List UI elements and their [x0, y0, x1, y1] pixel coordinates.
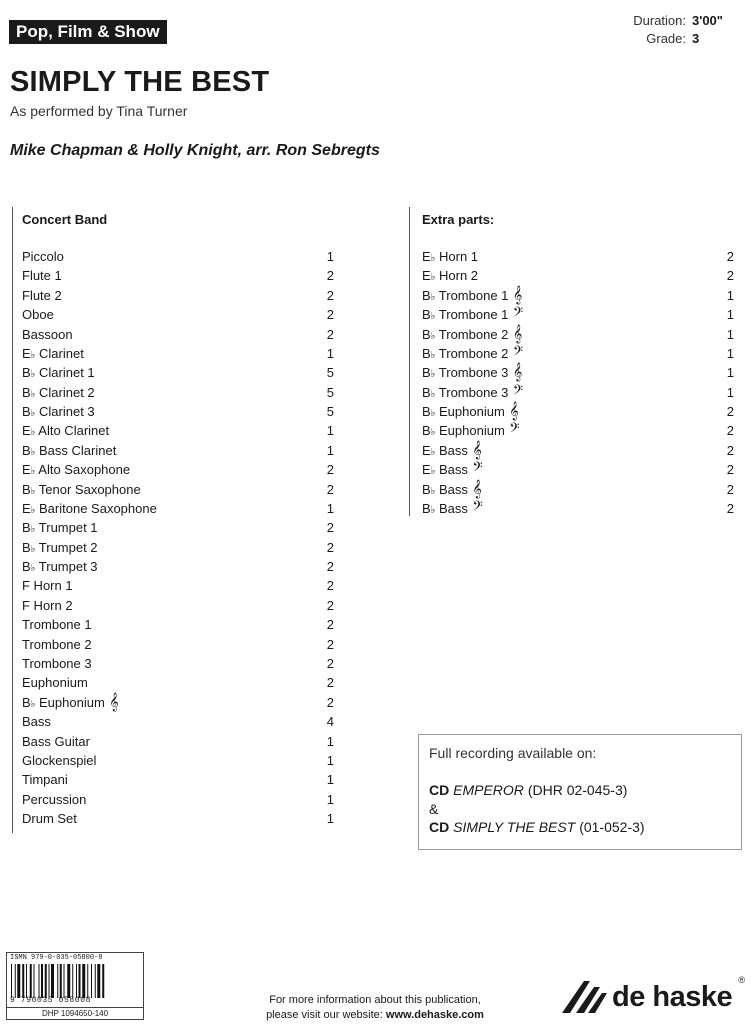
part-label: Alto Saxophone [38, 462, 131, 478]
treble-clef-icon: 𝄞 [504, 403, 519, 421]
flat-sign-icon: ♭ [30, 408, 36, 420]
grade-value: 3 [692, 31, 700, 46]
part-row [22, 305, 334, 324]
part-row [22, 693, 334, 712]
part-name [422, 499, 483, 520]
part-row [422, 421, 734, 440]
flat-sign-icon: ♭ [30, 543, 36, 555]
part-name [22, 770, 68, 789]
part-quantity: 2 [326, 559, 334, 575]
cd-emperor-title: EMPEROR [453, 782, 524, 798]
flat-sign-icon: ♭ [430, 311, 436, 323]
part-name [422, 383, 523, 404]
part-quantity: 2 [326, 462, 334, 478]
part-key: B [22, 481, 31, 497]
part-label: Bass Clarinet [39, 442, 117, 458]
flat-sign-icon: ♭ [430, 466, 436, 478]
part-label: Euphonium [39, 694, 105, 710]
part-label: Bass [439, 500, 468, 516]
part-label: Euphonium [439, 404, 505, 420]
part-name [22, 325, 73, 344]
duration-grade-block [600, 12, 723, 48]
part-row [422, 325, 734, 344]
flat-sign-icon: ♭ [430, 408, 436, 420]
part-quantity: 2 [726, 462, 734, 478]
part-quantity: 5 [326, 404, 334, 420]
flat-sign-icon: ♭ [30, 427, 36, 439]
part-label: Drum Set [22, 811, 77, 827]
part-row [22, 654, 334, 673]
bass-clef-icon: 𝄢 [504, 422, 520, 440]
part-key: E [422, 249, 431, 264]
flat-sign-icon: ♭ [430, 485, 436, 497]
part-quantity: 1 [326, 423, 334, 439]
part-row [422, 247, 734, 266]
part-row [22, 286, 334, 305]
treble-clef-icon: 𝄞 [467, 441, 482, 459]
part-quantity: 2 [326, 307, 334, 323]
part-quantity: 2 [326, 578, 334, 594]
part-quantity: 2 [726, 481, 734, 497]
part-name [22, 402, 95, 423]
treble-clef-icon: 𝄞 [104, 693, 119, 711]
recording-intro: Full recording available on: [429, 745, 597, 761]
part-label: Oboe [22, 307, 54, 323]
part-quantity: 2 [326, 481, 334, 497]
part-quantity: 2 [326, 539, 334, 555]
part-key: E [22, 345, 31, 361]
duration-label: Duration: [633, 13, 686, 28]
part-name [422, 325, 522, 346]
part-key: B [22, 559, 31, 575]
part-quantity: 1 [326, 752, 334, 768]
part-row [422, 499, 734, 518]
part-name [422, 363, 522, 384]
part-name [22, 460, 130, 481]
part-quantity: 1 [326, 500, 334, 516]
part-label: Alto Clarinet [38, 423, 110, 439]
part-name [422, 441, 482, 462]
part-row [22, 363, 334, 382]
part-quantity: 2 [726, 404, 734, 420]
part-key: B [422, 345, 431, 361]
part-name [22, 790, 86, 809]
part-quantity: 2 [326, 636, 334, 652]
part-name [22, 344, 84, 365]
part-label: Trombone 2 [438, 345, 509, 361]
recording-info-box [418, 734, 742, 850]
dehaske-emblem-icon [560, 977, 608, 1017]
extra-parts-divider [409, 207, 410, 516]
part-quantity: 2 [726, 442, 734, 458]
part-label: Horn 2 [439, 268, 479, 284]
part-label: Trombone 2 [22, 636, 92, 652]
part-key: B [422, 384, 431, 400]
part-quantity: 5 [326, 365, 334, 381]
cd-emperor-code: (DHR 02-045-3) [527, 782, 628, 798]
part-quantity: 4 [326, 714, 334, 730]
part-label: Flute 2 [22, 287, 62, 303]
flat-sign-icon: ♭ [30, 698, 36, 710]
flat-sign-icon: ♭ [30, 446, 36, 458]
ismn-number: ISMN 979-0-035-05800-8 [10, 954, 103, 962]
part-label: Piccolo [22, 249, 64, 264]
part-name [422, 402, 519, 423]
barcode-block [6, 952, 144, 1020]
part-quantity: 1 [326, 345, 334, 361]
part-key: B [22, 365, 31, 381]
part-row [22, 712, 334, 731]
dehaske-wordmark: de haske [612, 981, 733, 1013]
part-row [22, 790, 334, 809]
part-name [22, 441, 116, 462]
part-row [22, 441, 334, 460]
part-key: B [422, 500, 431, 516]
part-quantity: 1 [726, 326, 734, 342]
part-name [22, 247, 64, 266]
part-label: Bass Guitar [22, 733, 90, 749]
part-name [22, 266, 62, 285]
bass-clef-icon: 𝄢 [508, 383, 524, 401]
part-name [22, 596, 73, 615]
part-quantity: 2 [326, 655, 334, 671]
flat-sign-icon: ♭ [430, 349, 436, 361]
part-row [22, 732, 334, 751]
part-quantity: 2 [726, 249, 734, 264]
part-key: B [422, 307, 431, 323]
barcode-image [11, 964, 137, 998]
part-quantity: 1 [326, 811, 334, 827]
flat-sign-icon: ♭ [30, 349, 36, 361]
part-row [422, 402, 734, 421]
part-key: B [22, 384, 31, 400]
flat-sign-icon: ♭ [30, 485, 36, 497]
part-label: Tenor Saxophone [38, 481, 141, 497]
part-row [22, 266, 334, 285]
part-label: Trombone 2 [438, 326, 509, 342]
footer-line-2 [200, 1008, 550, 1023]
treble-clef-icon: 𝄞 [467, 480, 482, 498]
part-label: F Horn 1 [22, 578, 73, 594]
cd-simply-title: SIMPLY THE BEST [453, 819, 576, 835]
flat-sign-icon: ♭ [430, 446, 436, 458]
part-label: Trombone 3 [22, 655, 92, 671]
flat-sign-icon: ♭ [430, 291, 436, 303]
extra-parts-heading: Extra parts: [422, 212, 495, 227]
part-quantity: 2 [726, 500, 734, 516]
part-name [22, 654, 92, 673]
part-key: B [22, 442, 31, 458]
part-name [22, 421, 109, 442]
flat-sign-icon: ♭ [30, 563, 36, 575]
part-key: E [22, 423, 31, 439]
grade-label: Grade: [646, 31, 686, 46]
part-quantity: 2 [326, 326, 334, 342]
part-label: Bass [439, 462, 468, 478]
part-row [422, 480, 734, 499]
part-label: Glockenspiel [22, 752, 97, 768]
part-name [422, 286, 522, 307]
part-name [22, 693, 119, 714]
part-row [422, 344, 734, 363]
part-label: Trumpet 1 [38, 520, 98, 536]
part-label: Clarinet [39, 345, 84, 361]
part-label: F Horn 2 [22, 597, 73, 613]
series-tag: Pop, Film & Show [9, 20, 167, 44]
part-quantity: 5 [326, 384, 334, 400]
part-name [22, 712, 51, 731]
part-key: B [422, 326, 431, 342]
part-name [22, 480, 141, 501]
part-row [22, 635, 334, 654]
part-quantity: 1 [726, 307, 734, 323]
part-name [22, 538, 98, 559]
part-label: Trumpet 3 [38, 559, 98, 575]
part-label: Bass [22, 714, 51, 730]
part-name [22, 615, 92, 634]
part-key: B [22, 694, 31, 710]
part-quantity: 1 [326, 442, 334, 458]
part-label: Percussion [22, 791, 87, 807]
part-label: Euphonium [22, 675, 88, 691]
part-name [22, 732, 90, 751]
part-row [22, 499, 334, 518]
part-label: Clarinet 1 [39, 365, 95, 381]
part-row [22, 402, 334, 421]
flat-sign-icon: ♭ [30, 504, 36, 516]
part-row [22, 615, 334, 634]
flat-sign-icon: ♭ [430, 427, 436, 439]
part-key: B [422, 365, 431, 381]
part-quantity: 2 [326, 597, 334, 613]
part-row [22, 421, 334, 440]
part-key: B [422, 423, 431, 439]
performer-subtitle: As performed by Tina Turner [10, 103, 188, 119]
part-name [422, 247, 478, 268]
part-row [22, 538, 334, 557]
part-key: B [422, 287, 431, 303]
part-row [422, 363, 734, 382]
part-label: Horn 1 [439, 249, 479, 264]
part-label: Euphonium [439, 423, 505, 439]
part-quantity: 1 [726, 287, 734, 303]
part-name [422, 460, 483, 481]
part-name [22, 305, 54, 324]
part-label: Trumpet 2 [38, 539, 98, 555]
registered-mark: ® [738, 975, 745, 985]
part-key: E [422, 462, 431, 478]
flat-sign-icon: ♭ [430, 253, 436, 264]
part-label: Clarinet 2 [39, 384, 95, 400]
part-quantity: 2 [726, 423, 734, 439]
part-quantity: 2 [326, 268, 334, 284]
duration-value: 3'00" [692, 13, 723, 28]
concert-band-heading: Concert Band [22, 212, 108, 227]
website-link[interactable]: www.dehaske.com [385, 1009, 484, 1021]
cd-ampersand: & [429, 801, 439, 817]
part-row [22, 770, 334, 789]
footer-info [200, 993, 550, 1023]
footer-line-2-prefix: please visit our website: [266, 1009, 386, 1021]
part-label: Trombone 3 [438, 365, 509, 381]
catalog-code: DHP 1094650-140 [7, 1007, 143, 1020]
treble-clef-icon: 𝄞 [508, 286, 523, 304]
part-label: Clarinet 3 [39, 404, 95, 420]
part-row [422, 383, 734, 402]
part-quantity: 2 [326, 287, 334, 303]
part-key: B [422, 481, 431, 497]
footer-line-1: For more information about this publication, [269, 994, 481, 1006]
part-key: E [422, 442, 431, 458]
cd-simply-code: (01-052-3) [579, 819, 645, 835]
part-name [22, 383, 95, 404]
part-row [22, 596, 334, 615]
part-row [22, 518, 334, 537]
flat-sign-icon: ♭ [30, 466, 36, 478]
part-row [22, 480, 334, 499]
bass-clef-icon: 𝄢 [467, 461, 483, 479]
bass-clef-icon: 𝄢 [467, 499, 483, 517]
concert-band-divider [12, 207, 13, 833]
piece-title: SIMPLY THE BEST [10, 66, 270, 98]
part-name [422, 344, 523, 365]
part-quantity: 2 [326, 617, 334, 633]
part-label: Baritone Saxophone [39, 500, 157, 516]
part-row [22, 460, 334, 479]
flat-sign-icon: ♭ [430, 272, 436, 284]
treble-clef-icon: 𝄞 [508, 325, 523, 343]
part-name [422, 266, 478, 287]
part-name [422, 480, 482, 501]
cd-label: CD [429, 782, 450, 798]
part-row [422, 266, 734, 285]
duration-row [600, 12, 723, 30]
part-label: Flute 1 [22, 268, 62, 284]
part-name [22, 363, 95, 384]
part-name [22, 809, 77, 828]
part-quantity: 1 [326, 733, 334, 749]
part-row [22, 751, 334, 770]
part-name [422, 305, 523, 326]
part-quantity: 1 [726, 365, 734, 381]
flat-sign-icon: ♭ [430, 388, 436, 400]
part-row [22, 247, 334, 266]
part-quantity: 1 [326, 791, 334, 807]
treble-clef-icon: 𝄞 [508, 364, 523, 382]
grade-row [600, 30, 723, 48]
part-quantity: 2 [326, 675, 334, 691]
part-name [22, 751, 96, 770]
cd-label: CD [429, 819, 450, 835]
cd-simply-line [429, 819, 645, 835]
part-quantity: 2 [326, 520, 334, 536]
part-name [22, 557, 98, 578]
part-label: Trombone 1 [22, 617, 92, 633]
part-label: Trombone 3 [438, 384, 509, 400]
composers-credit: Mike Chapman & Holly Knight, arr. Ron Sebregts [10, 142, 380, 159]
dehaske-logo [560, 975, 745, 1019]
part-key: E [422, 268, 431, 284]
part-row [422, 286, 734, 305]
flat-sign-icon: ♭ [30, 524, 36, 536]
part-name [22, 286, 62, 305]
part-label: Bass [439, 481, 468, 497]
part-label: Trombone 1 [438, 287, 509, 303]
part-label: Bass [439, 442, 468, 458]
part-name [22, 673, 88, 692]
bass-clef-icon: 𝄢 [508, 306, 524, 324]
part-row [22, 344, 334, 363]
part-row [22, 383, 334, 402]
part-label: Bassoon [22, 326, 73, 342]
part-name [22, 576, 73, 595]
flat-sign-icon: ♭ [30, 388, 36, 400]
part-name [22, 499, 157, 520]
part-key: E [22, 462, 31, 478]
part-quantity: 1 [726, 384, 734, 400]
flat-sign-icon: ♭ [430, 330, 436, 342]
part-quantity: 1 [726, 345, 734, 361]
part-key: B [422, 404, 431, 420]
part-name [22, 518, 98, 539]
barcode-digits: 9 790035 058008 [10, 996, 92, 1005]
part-row [422, 460, 734, 479]
part-row [22, 673, 334, 692]
part-label: Timpani [22, 772, 68, 788]
part-key: B [22, 539, 31, 555]
part-key: B [22, 404, 31, 420]
bass-clef-icon: 𝄢 [508, 344, 524, 362]
part-quantity: 2 [326, 694, 334, 710]
flat-sign-icon: ♭ [30, 369, 36, 381]
part-key: B [22, 520, 31, 536]
part-row [22, 576, 334, 595]
part-name [22, 635, 92, 654]
part-row [422, 441, 734, 460]
part-row [422, 305, 734, 324]
part-quantity: 1 [326, 772, 334, 788]
flat-sign-icon: ♭ [430, 369, 436, 381]
part-row [22, 809, 334, 828]
part-quantity: 2 [726, 268, 734, 284]
part-quantity: 1 [326, 249, 334, 264]
part-label: Trombone 1 [438, 307, 509, 323]
cd-emperor-line [429, 782, 627, 798]
part-row [22, 557, 334, 576]
flat-sign-icon: ♭ [430, 504, 436, 516]
part-row [22, 325, 334, 344]
part-name [422, 421, 520, 442]
part-key: E [22, 500, 31, 516]
